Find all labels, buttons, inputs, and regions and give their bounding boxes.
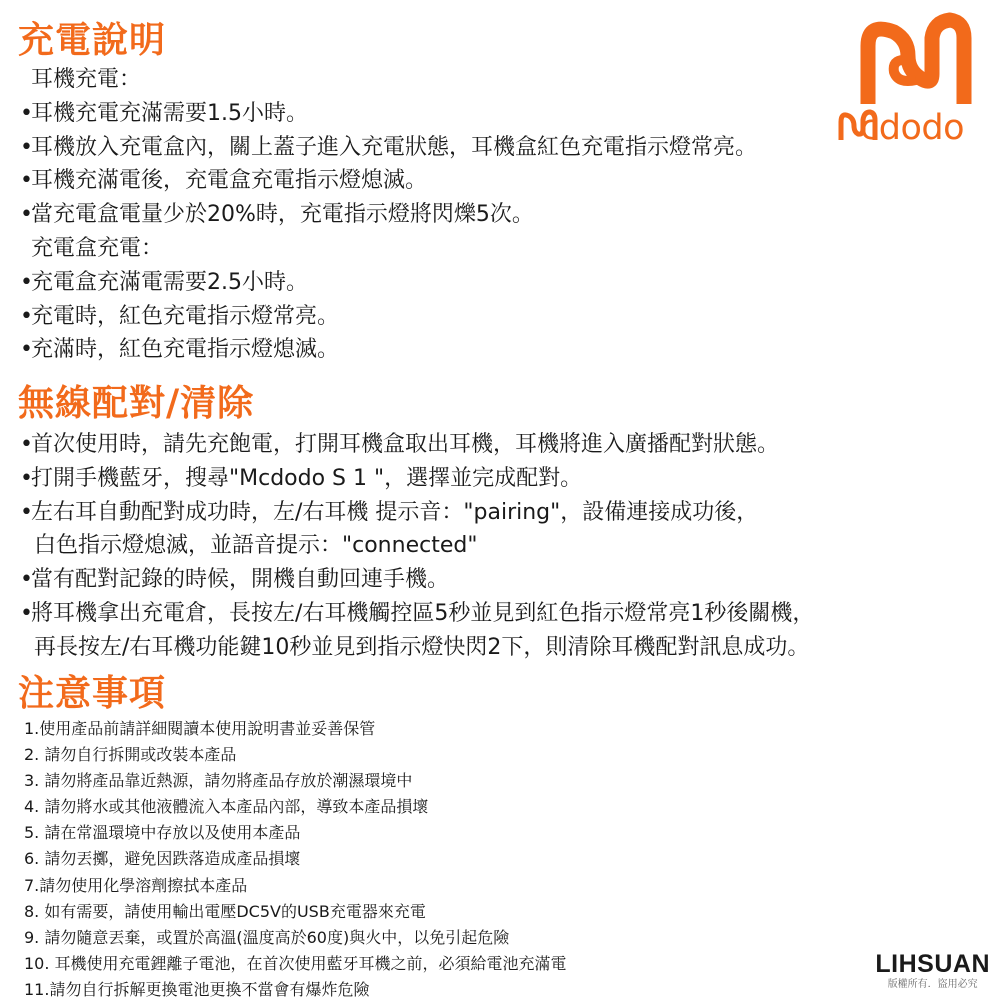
- list-item: •耳機充滿電後，充電盒充電指示燈熄滅。: [20, 168, 428, 194]
- list-item: •充電時，紅色充電指示燈常亮。: [20, 303, 340, 329]
- list-item-continuation: 再長按左/右耳機功能鍵10秒並見到指示燈快閃2下，則清除耳機配對訊息成功。: [34, 634, 810, 660]
- list-item: 充電盒充電：: [31, 235, 164, 261]
- list-item: 耳機充電：: [31, 67, 142, 92]
- list-item: 3. 請勿將產品靠近熱源，請勿將產品存放於潮濕環境中: [24, 771, 413, 791]
- list-item: •充電盒充滿電需要2.5小時。: [20, 269, 308, 295]
- precautions-list: [24, 716, 567, 1003]
- logo-wordmark: cdodo: [860, 108, 965, 148]
- copyright-notice: 版權所有．盜用必究: [887, 979, 978, 990]
- list-item: •當有配對記錄的時候，開機自動回連手機。: [20, 567, 450, 593]
- list-item: 6. 請勿丟擲，避免因跌落造成產品損壞: [24, 849, 301, 869]
- list-item: 2. 請勿自行拆開或改裝本產品: [24, 745, 237, 765]
- list-item-continuation: 白色指示燈熄滅，並語音提示："connected": [34, 533, 478, 559]
- list-item: •當充電盒電量少於20%時，充電指示燈將閃爍5次。: [20, 202, 534, 228]
- list-item: •左右耳自動配對成功時，左/右耳機 提示音："pairing"，設備連接成功後，: [20, 499, 759, 525]
- list-item: 11.請勿自行拆解更換電池更換不當會有爆炸危險: [24, 979, 370, 999]
- list-item: •充滿時，紅色充電指示燈熄滅。: [20, 337, 340, 363]
- section-heading-pairing: 無線配對/清除: [18, 382, 255, 424]
- list-item: •耳機充電充滿需要1.5小時。: [20, 100, 308, 126]
- list-item: 7.請勿使用化學溶劑擦拭本產品: [24, 875, 248, 895]
- list-item: •首次使用時，請先充飽電，打開耳機盒取出耳機，耳機將進入廣播配對狀態。: [20, 432, 780, 457]
- brand-name: LIHSUAN: [875, 950, 990, 978]
- list-item: •將耳機拿出充電倉，長按左/右耳機觸控區5秒並見到紅色指示燈常亮1秒後關機，: [20, 600, 815, 626]
- section-heading-charging: 充電說明: [18, 19, 167, 61]
- list-item: 1.使用產品前請詳細閱讀本使用說明書並妥善保管: [24, 719, 376, 738]
- list-item: 10. 耳機使用充電鋰離子電池，在首次使用藍牙耳機之前，必須給電池充滿電: [24, 953, 567, 973]
- section-heading-precautions: 注意事項: [18, 672, 167, 714]
- list-item: •耳機放入充電盒內，關上蓋子進入充電狀態，耳機盒紅色充電指示燈常亮。: [20, 134, 758, 160]
- list-item: 8. 如有需要，請使用輸出電壓DC5V的USB充電器來充電: [24, 901, 426, 921]
- list-item: 5. 請在常溫環境中存放以及使用本產品: [24, 823, 301, 843]
- brand-mark: [875, 950, 990, 992]
- list-item: •打開手機藍牙，搜尋"Mcdodo S 1 "，選擇並完成配對。: [20, 465, 583, 491]
- pairing-instructions-list: [20, 428, 814, 665]
- charging-instructions-list: [20, 63, 757, 367]
- list-item: 9. 請勿隨意丟棄，或置於高溫(溫度高於60度)與火中，以免引起危險: [24, 927, 510, 947]
- list-item: 4. 請勿將水或其他液體流入本產品內部，導致本產品損壞: [24, 797, 429, 817]
